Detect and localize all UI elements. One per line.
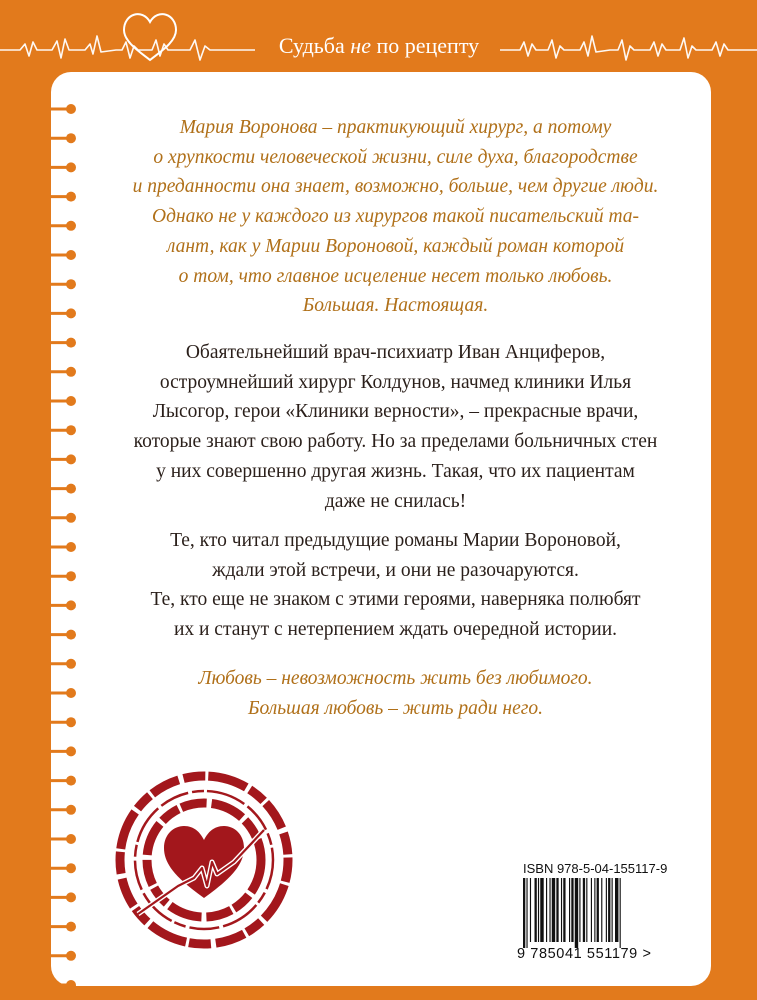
notebook-ring-icon: [51, 805, 76, 815]
readers-line: Те, кто читал предыдущие романы Марии Вороновой,: [170, 530, 621, 551]
notebook-rings: [51, 72, 111, 986]
barcode-bar: [586, 878, 587, 942]
barcode: [523, 878, 673, 948]
annotation-line: лант, как у Марии Вороновой, каждый роман которой: [166, 235, 625, 257]
notebook-ring-icon: [51, 542, 76, 552]
notebook-ring-icon: [51, 484, 76, 494]
isbn-block: [514, 860, 688, 965]
notebook-ring-icon: [51, 162, 76, 172]
notebook-ring-icon: [51, 834, 76, 844]
notebook-ring-icon: [51, 659, 76, 669]
notebook-ring-icon: [51, 892, 76, 902]
notebook-ring-icon: [51, 454, 76, 464]
series-title: [258, 34, 500, 58]
isbn-label: ISBN 978-5-04-155117-9: [523, 861, 668, 876]
barcode-bar: [594, 878, 595, 942]
notebook-ring-icon: [51, 338, 76, 348]
notebook-ring-icon: [51, 776, 76, 786]
barcode-bar: [620, 878, 621, 948]
series-title-after: по рецепту: [376, 33, 480, 58]
barcode-bar: [530, 878, 531, 942]
series-title-before: Судьба: [278, 33, 345, 58]
annotation-line: Большая. Настоящая.: [302, 295, 489, 317]
barcode-bar: [563, 878, 565, 942]
description-line: Лысогор, герои «Клиники верности», – прекрасные врачи,: [152, 401, 639, 423]
description-line: у них совершенно другая жизнь. Такая, что их пациентам: [156, 460, 635, 482]
barcode-bar: [549, 878, 550, 942]
barcode-bar: [535, 878, 537, 942]
description-line: Обаятельнейший врач-психиатр Иван Анциферов,: [185, 342, 606, 363]
notebook-ring-icon: [51, 396, 76, 406]
notebook-ring-icon: [51, 922, 76, 932]
annotation-paragraph: [114, 113, 677, 321]
readers-paragraph: [114, 526, 677, 645]
barcode-bar: [526, 878, 527, 948]
description-line: остроумнейший хирург Колдунов, начмед клиники Илья: [159, 371, 632, 393]
barcode-bar: [569, 878, 570, 942]
notebook-ring-icon: [51, 513, 76, 523]
barcode-digits: 9 785041 551179 >: [517, 946, 652, 962]
barcode-bar: [546, 878, 547, 942]
annotation-line: Однако не у каждого из хирургов такой писательский та-: [151, 206, 640, 228]
barcode-bar: [556, 878, 558, 942]
slogan-line: Большая любовь – жить ради него.: [248, 697, 543, 719]
notebook-ring-icon: [51, 951, 76, 961]
barcode-bar: [540, 878, 543, 942]
notebook-ring-icon: [51, 630, 76, 640]
barcode-bar: [575, 878, 578, 948]
notebook-ring-icon: [51, 279, 76, 289]
barcode-bar: [601, 878, 602, 942]
notebook-ring-icon: [51, 308, 76, 318]
barcode-bar: [615, 878, 618, 942]
notebook-ring-icon: [51, 250, 76, 260]
annotation-line: о хрупкости человеческой жизни, силе духа, благородстве: [153, 146, 638, 168]
barcode-bar: [606, 878, 607, 942]
slogan-paragraph: [114, 664, 677, 723]
readers-line: ждали этой встречи, и они не разочаруются.: [212, 559, 579, 581]
series-title-italic: не: [350, 33, 371, 58]
notebook-ring-icon: [51, 133, 76, 143]
barcode-bar: [561, 878, 562, 942]
heart-stamp-icon: [114, 770, 294, 950]
description-line: которые знают свою работу. Но за пределами больничных стен: [133, 431, 658, 453]
barcode-bar: [591, 878, 592, 942]
barcode-bar: [612, 878, 613, 942]
annotation-line: о том, что главное исцеление несет только любовь.: [178, 265, 613, 287]
barcode-bar: [597, 878, 599, 942]
barcode-bar: [571, 878, 573, 942]
barcode-bar: [579, 878, 580, 942]
barcode-bar: [523, 878, 525, 948]
notebook-ring-icon: [51, 192, 76, 202]
annotation-line: Мария Воронова – практикующий хирург, а потому: [179, 117, 612, 138]
notebook-ring-icon: [51, 425, 76, 435]
notebook-ring-icon: [51, 367, 76, 377]
barcode-bar: [583, 878, 585, 942]
description-paragraph: [114, 338, 677, 516]
notebook-ring-icon: [51, 600, 76, 610]
notebook-ring-icon: [51, 104, 76, 114]
notebook-ring-icon: [51, 863, 76, 873]
description-line: даже не снилась!: [324, 490, 467, 512]
notebook-ring-icon: [51, 980, 76, 986]
annotation-line: и преданности она знает, возможно, больше, чем другие люди.: [132, 176, 659, 198]
notebook-ring-icon: [51, 571, 76, 581]
readers-line: Те, кто еще не знаком с этими героями, наверняка полюбят: [150, 589, 641, 611]
notebook-ring-icon: [51, 746, 76, 756]
slogan-line: Любовь – невозможность жить без любимого.: [198, 668, 593, 689]
notebook-ring-icon: [51, 717, 76, 727]
header: [0, 0, 757, 72]
readers-line: их и станут с нетерпением ждать очередной истории.: [173, 619, 618, 641]
barcode-bar: [552, 878, 555, 942]
barcode-bar: [608, 878, 610, 942]
notebook-ring-icon: [51, 221, 76, 231]
barcode-bar: [538, 878, 539, 942]
notebook-ring-icon: [51, 688, 76, 698]
